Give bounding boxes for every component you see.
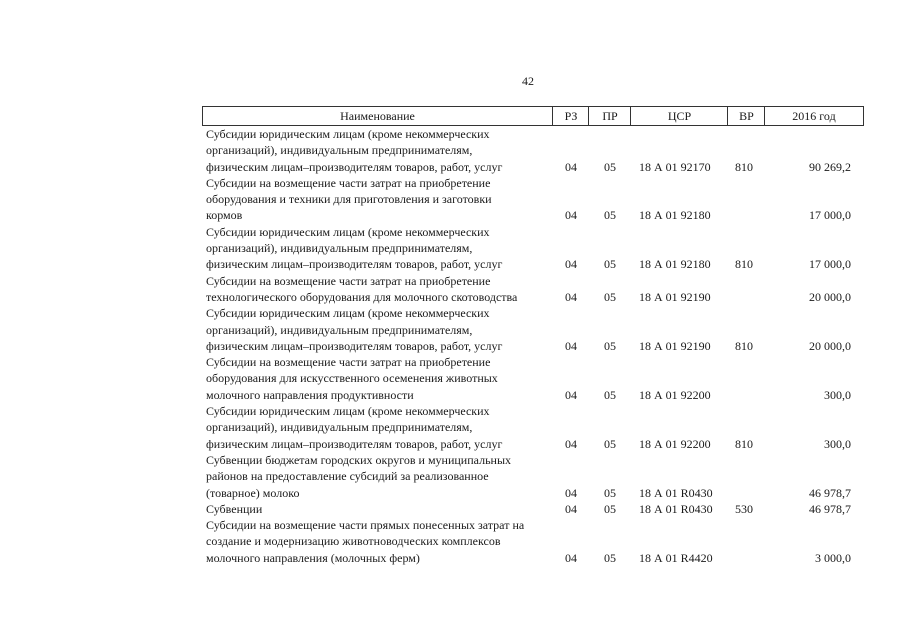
- row-name-line: Субсидии на возмещение части затрат на приобретение: [206, 273, 491, 288]
- row-amount: 300,0: [824, 436, 851, 451]
- row-name-line: оборудования для искусственного осеменения животных: [206, 371, 498, 386]
- table-row: [203, 517, 863, 566]
- table-row: [203, 452, 863, 501]
- row-csr: 18 А 01 92180: [639, 257, 711, 272]
- row-name: [206, 501, 551, 517]
- row-rz: 04: [565, 257, 577, 272]
- row-csr: 18 А 01 92190: [639, 338, 711, 353]
- row-name-line: физическим лицам–производителям товаров, работ, услуг: [206, 257, 503, 272]
- row-name: [206, 403, 551, 452]
- row-rz: 04: [565, 289, 577, 304]
- row-name-line: (товарное) молоко: [206, 485, 300, 500]
- row-vr: 810: [735, 159, 753, 174]
- row-name-line: районов на предоставление субсидий за реализованное: [206, 469, 489, 484]
- row-rz: 04: [565, 550, 577, 565]
- header-pr: ПР: [588, 107, 631, 125]
- row-name-line: молочного направления (молочных ферм): [206, 550, 420, 565]
- row-name-line: Субвенции бюджетам городских округов и муниципальных: [206, 453, 512, 467]
- row-name-line: создание и модернизацию животноводческих комплексов: [206, 534, 501, 549]
- row-amount: 90 269,2: [809, 159, 851, 174]
- table-row: [203, 354, 863, 403]
- row-vr: 810: [735, 338, 753, 353]
- table-row: [203, 126, 863, 175]
- row-pr: 05: [604, 208, 616, 223]
- row-csr: 18 А 01 92190: [639, 289, 711, 304]
- row-csr: 18 А 01 R0430: [639, 485, 713, 500]
- row-pr: 05: [604, 257, 616, 272]
- row-name-line: организаций), индивидуальным предпринимателям,: [206, 420, 473, 435]
- row-pr: 05: [604, 501, 616, 516]
- row-csr: 18 А 01 92200: [639, 436, 711, 451]
- row-name: [206, 273, 551, 306]
- table-row: [203, 175, 863, 224]
- table-row: [203, 224, 863, 273]
- row-amount: 20 000,0: [809, 338, 851, 353]
- row-vr: 810: [735, 257, 753, 272]
- row-pr: 05: [604, 485, 616, 500]
- row-name-line: Субсидии юридическим лицам (кроме некоммерческих: [206, 306, 490, 321]
- table-row: [203, 403, 863, 452]
- row-name-line: Субсидии юридическим лицам (кроме некоммерческих: [206, 404, 490, 419]
- row-name-line: молочного направления продуктивности: [206, 387, 414, 402]
- row-amount: 46 978,7: [809, 501, 851, 516]
- row-csr: 18 А 01 92170: [639, 159, 711, 174]
- row-csr: 18 А 01 92200: [639, 387, 711, 402]
- row-name-line: кормов: [206, 208, 243, 223]
- row-name-line: Субсидии на возмещение части затрат на приобретение: [206, 355, 491, 370]
- row-name-line: Субсидии на возмещение части затрат на приобретение: [206, 175, 491, 190]
- row-name: [206, 517, 551, 566]
- row-name-line: технологического оборудования для молочного скотоводства: [206, 289, 518, 304]
- header-year: 2016 год: [764, 107, 863, 125]
- row-rz: 04: [565, 501, 577, 516]
- row-name-line: организаций), индивидуальным предпринимателям,: [206, 143, 473, 158]
- table-header: [202, 106, 864, 126]
- row-name-line: организаций), индивидуальным предпринимателям,: [206, 241, 473, 256]
- header-name: Наименование: [340, 109, 415, 123]
- row-name: [206, 452, 551, 501]
- row-amount: 46 978,7: [809, 485, 851, 500]
- row-csr: 18 А 01 R4420: [639, 550, 713, 565]
- row-amount: 17 000,0: [809, 208, 851, 223]
- row-pr: 05: [604, 338, 616, 353]
- row-rz: 04: [565, 338, 577, 353]
- row-rz: 04: [565, 159, 577, 174]
- row-csr: 18 А 01 92180: [639, 208, 711, 223]
- row-amount: 20 000,0: [809, 289, 851, 304]
- table-row: [203, 273, 863, 306]
- table-row: [203, 305, 863, 354]
- header-csr: ЦСР: [630, 107, 728, 125]
- page-number: 42: [522, 74, 534, 88]
- row-name-line: оборудования и техники для приготовления и заготовки: [206, 192, 492, 207]
- row-rz: 04: [565, 208, 577, 223]
- row-name-line: физическим лицам–производителям товаров, работ, услуг: [206, 436, 503, 451]
- row-pr: 05: [604, 436, 616, 451]
- row-csr: 18 А 01 R0430: [639, 501, 713, 516]
- row-name: [206, 126, 551, 175]
- row-pr: 05: [604, 387, 616, 402]
- row-name: [206, 224, 551, 273]
- row-amount: 300,0: [824, 387, 851, 402]
- row-pr: 05: [604, 550, 616, 565]
- row-rz: 04: [565, 387, 577, 402]
- header-vr: ВР: [727, 107, 765, 125]
- row-rz: 04: [565, 436, 577, 451]
- row-name-line: физическим лицам–производителям товаров, работ, услуг: [206, 338, 503, 353]
- row-name-line: физическим лицам–производителям товаров, работ, услуг: [206, 159, 503, 174]
- table-row: [203, 501, 863, 517]
- row-name: [206, 354, 551, 403]
- row-amount: 17 000,0: [809, 257, 851, 272]
- row-vr: 530: [735, 501, 753, 516]
- row-name-line: Субсидии юридическим лицам (кроме некоммерческих: [206, 224, 490, 239]
- row-name: [206, 305, 551, 354]
- row-amount: 3 000,0: [815, 550, 851, 565]
- row-name: [206, 175, 551, 224]
- row-name-line: Субвенции: [206, 501, 263, 516]
- row-vr: 810: [735, 436, 753, 451]
- row-name-line: Субсидии юридическим лицам (кроме некоммерческих: [206, 127, 490, 141]
- row-pr: 05: [604, 159, 616, 174]
- row-name-line: организаций), индивидуальным предпринимателям,: [206, 322, 473, 337]
- row-name-line: Субсидии на возмещение части прямых понесенных затрат на: [206, 518, 525, 533]
- row-pr: 05: [604, 289, 616, 304]
- row-rz: 04: [565, 485, 577, 500]
- header-rz: РЗ: [552, 107, 589, 125]
